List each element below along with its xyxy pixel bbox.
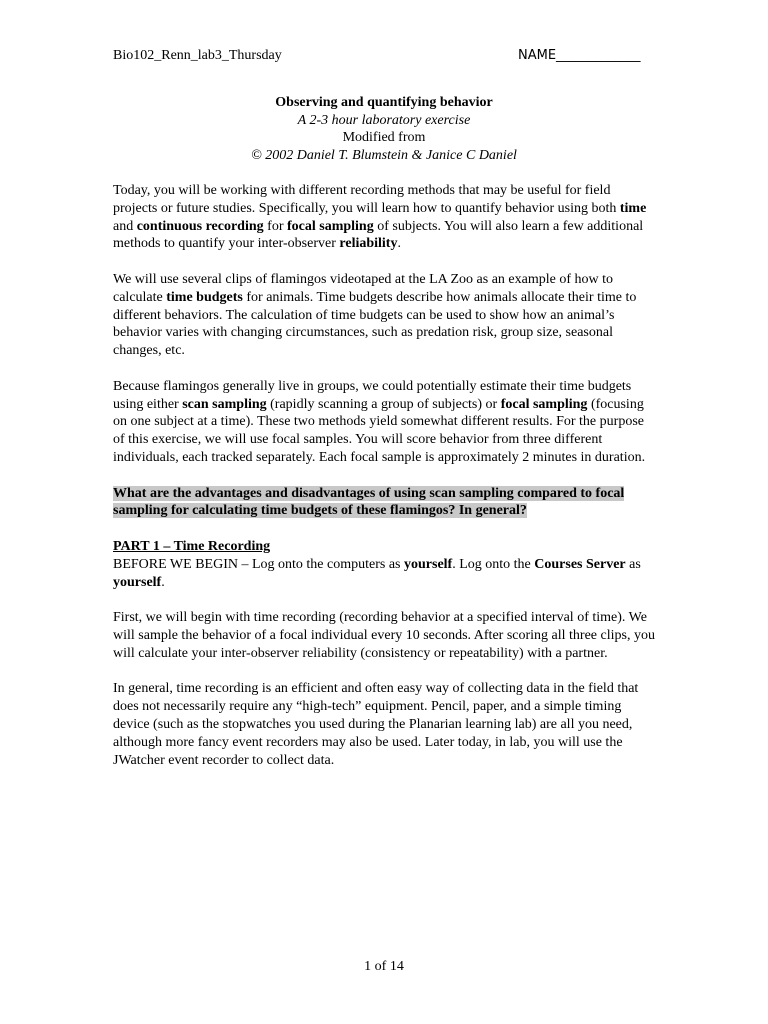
document-subtitle: A 2-3 hour laboratory exercise — [297, 112, 471, 128]
page-number: 1 of 14 — [364, 959, 404, 974]
part1-section: PART 1 – Time Recording BEFORE WE BEGIN – Log onto the computers as yourself. Log onto the Courses Server as yourself. — [113, 538, 641, 590]
question-highlighted: What are the advantages and disadvantages of using scan sampling compared to focal sampling for calculating time budgets of these flamingos? In general? — [113, 485, 625, 519]
paragraph-time-recording: First, we will begin with time recording (recording behavior at a specified interval of time). We will sample the behavior of a focal individual every 10 seconds. After scoring all three clips, you will calculate your inter-observer reliability (consistency or repeatability) with a partner. — [113, 610, 655, 661]
document-title: Observing and quantifying behavior — [275, 95, 493, 110]
copyright-line: © 2002 Daniel T. Blumstein & Janice C Daniel — [251, 147, 517, 163]
header-name-field: NAME_____________ — [518, 48, 641, 63]
title-block — [113, 94, 655, 164]
paragraph-time-budgets: We will use several clips of flamingos videotaped at the LA Zoo as an example of how to calculate time budgets for animals. Time budgets describe how animals allocate their time to different behaviors. The calculation of time budgets can be used to show how an animal’s behavior varies with changing circumstances, such as predation risk, group size, seasonal changes, etc. — [113, 271, 637, 359]
paragraph-intro: Today, you will be working with different recording methods that may be useful for field projects or future studies. Specifically, you will learn how to quantify behavior using both time and continuous recording for focal sampling of subjects. You will also learn a few additional methods to quantify your inter-observer reliability. — [113, 183, 647, 252]
part1-title: PART 1 – Time Recording — [113, 538, 271, 554]
paragraph-sampling: Because flamingos generally live in groups, we could potentially estimate their time budgets using either scan sampling (rapidly scanning a group of subjects) or focal sampling (focusing on one subject at a time). These two methods yield somewhat different results. For the purpose of this exercise, we will use focal samples. You will score behavior from three different individuals, each tracked separately. Each focal sample is approximately 2 minutes in duration. — [113, 378, 646, 465]
paragraph-field-methods: In general, time recording is an efficient and often easy way of collecting data in the field that does not necessarily require any “high-tech” equipment. Pencil, paper, and a simple timing device (such as the stopwatches you used during the Planarian learning lab) are all you need, although more fancy event recorders may also be used. Later today, in lab, you will use the JWatcher event recorder to collect data. — [113, 681, 639, 768]
header-course: Bio102_Renn_lab3_Thursday — [113, 48, 282, 63]
modified-from: Modified from — [342, 130, 426, 145]
document-body — [113, 182, 655, 787]
